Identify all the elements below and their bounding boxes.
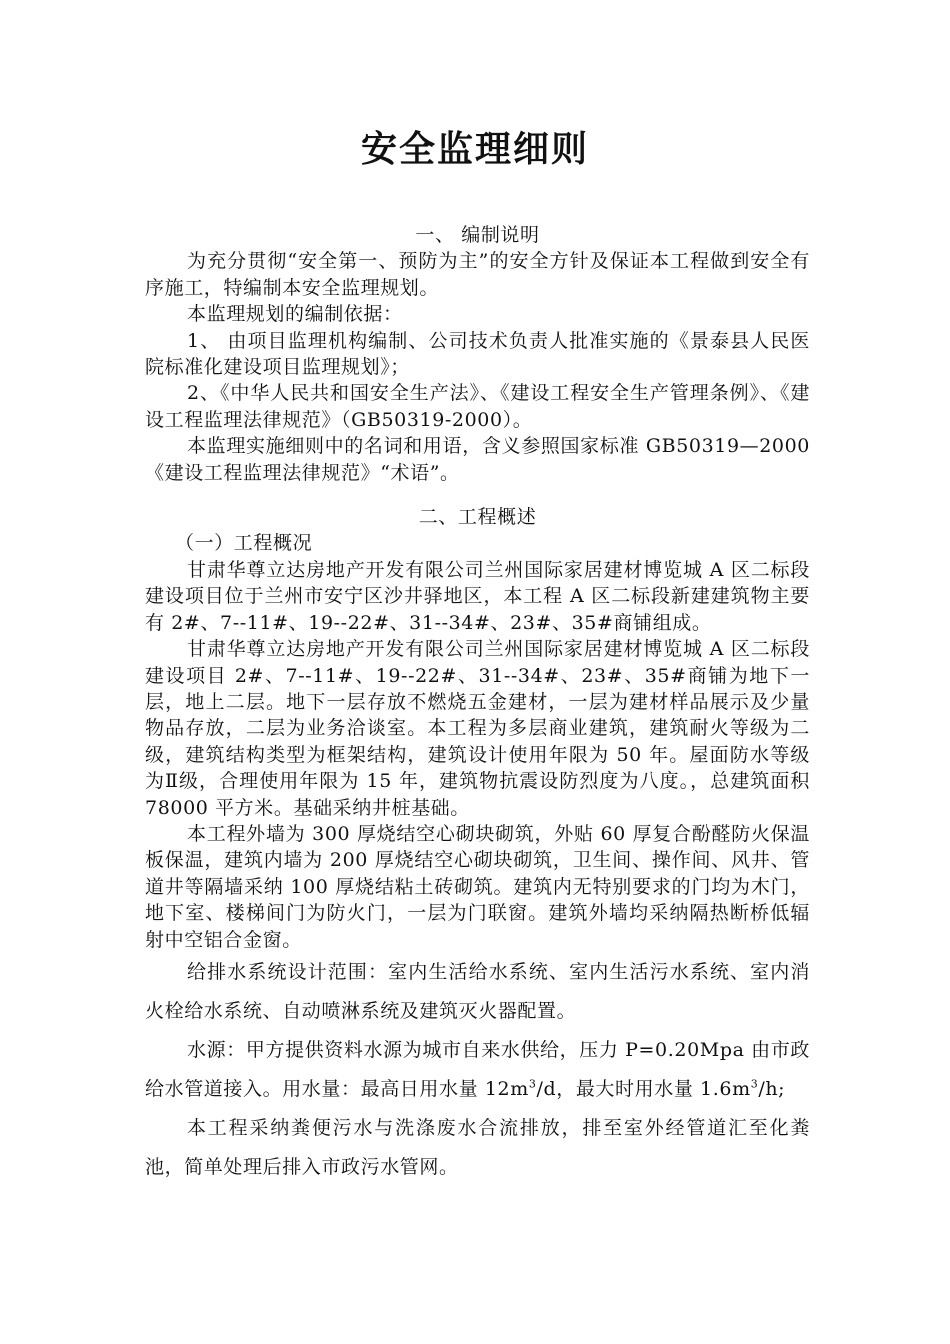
paragraph: 甘肃华尊立达房地产开发有限公司兰州国际家居建材博览城 A 区二标段建设项目 2#、7--11#、19--22#、31--34#、23#、35#商铺为地下一层，地上二层。地下一层存放不燃烧五金建材，一层为建材样品展示及少量物品存放，二层为业务洽谈室。本工程为多层商业建筑，建筑耐火等级为二级，建筑结构类型为框架结构，建筑设计使用年限为 50 年。屋面防水等级为Ⅱ级，合理使用年限为 15 年，建筑物抗震设防烈度为八度。，总建筑面积 78000 平方米。基础采纳井桩基础。 [145,638,810,819]
paragraph: 本监理规划的编制依据： [187,303,403,326]
document-body [145,222,810,1187]
paragraph-drainage: 本工程采纳粪便污水与洗涤废水合流排放，排至室外经管道汇至化粪池，简单处理后排入市政污水管网。 [145,1116,810,1178]
paragraph: 甘肃华尊立达房地产开发有限公司兰州国际家居建材博览城 A 区二标段建设项目位于兰州市安宁区沙井驿地区，本工程 A 区二标段新建建筑物主要有 2#、7--11#、19--22#、31--34#、23#、35#商铺组成。 [145,558,810,634]
paragraph: 为充分贯彻“安全第一、预防为主”的安全方针及保证本工程做到安全有序施工，特编制本安全监理规划。 [145,250,810,299]
water-source-text-2: /d，最大时用水量 1.6m [536,1077,751,1100]
subsection-heading: （一）工程概况 [175,532,313,555]
section-heading-1: 一、 编制说明 [415,224,540,246]
water-source-text-3: /h; [758,1077,786,1100]
paragraph: 给排水系统设计范围：室内生活给水系统、室内生活污水系统、室内消火栓给水系统、自动喷淋系统及建筑灭火器配置。 [145,960,810,1022]
paragraph: 本监理实施细则中的名词和用语，含义参照国家标准 GB50319—2000《建设工程监理法律规范》“术语”。 [145,435,810,484]
paragraph-water-source [145,1031,810,1109]
water-source-text-1: 水源：甲方提供资料水源为城市自来水供给，压力 P=0.20Mpa 由市政给水管道接入。用水量：最高日用水量 12m [145,1038,810,1100]
section-heading-2: 二、工程概述 [418,506,537,529]
paragraph: 本工程外墙为 300 厚烧结空心砌块砌筑，外贴 60 厚复合酚醛防火保温板保温，建筑内墙为 200 厚烧结空心砌块砌筑，卫生间、操作间、风井、管道井等隔墙采纳 100 厚烧结粘土砖砌筑。建筑内无特别要求的门均为木门，地下室、楼梯间门为防火门，一层为门联窗。建筑外墙均采纳隔热断桥低辐射中空铝合金窗。 [145,822,810,951]
paragraph: 1、 由项目监理机构编制、公司技术负责人批准实施的《景泰县人民医院标准化建设项目监理规划》； [145,329,810,379]
superscript: 3 [750,1077,759,1091]
document-title: 安全监理细则 [360,129,589,170]
paragraph: 2、《中华人民共和国安全生产法》、《建设工程安全生产管理条例》、《建设工程监理法律规范》（GB50319-2000）。 [145,382,810,431]
superscript: 3 [528,1077,537,1091]
